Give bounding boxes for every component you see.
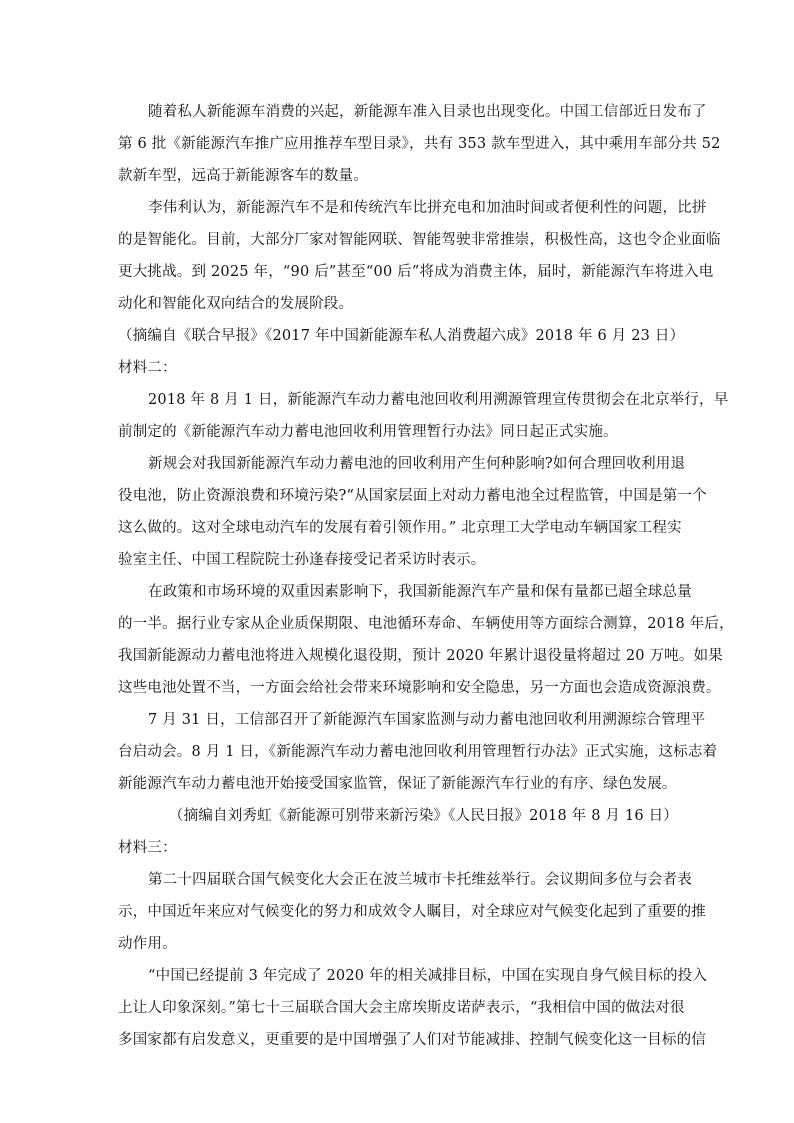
paragraph-5-line-1: 在政策和市场环境的双重因素影响下，我国新能源汽车产量和保有量都已超全球总量 <box>148 584 692 600</box>
paragraph-7-line-3: 动作用。 <box>118 936 177 952</box>
paragraph-1-line-1: 随着私人新能源车消费的兴起，新能源车准入目录也出现变化。中国工信部近日发布了 <box>148 104 707 120</box>
paragraph-6-line-1: 7 月 31 日，工信部召开了新能源汽车国家监测与动力蓄电池回收利用溯源综合管理平 <box>148 712 706 728</box>
paragraph-1-line-2: 第 6 批《新能源汽车推广应用推荐车型目录》，共有 353 款车型进入，其中乘用车部分共 52 <box>118 136 721 152</box>
paragraph-6-line-2: 台启动会。8 月 1 日，《新能源汽车动力蓄电池回收利用管理暂行办法》正式实施，这标志着 <box>118 744 718 760</box>
paragraph-4-line-4: 验室主任、中国工程院院士孙逢春接受记者采访时表示。 <box>118 552 486 568</box>
paragraph-3-line-2: 前制定的《新能源汽车动力蓄电池回收利用管理暂行办法》同日起正式实施。 <box>118 424 618 440</box>
section-heading-material-2: 材料二： <box>118 360 177 376</box>
paragraph-2-line-3: 更大挑战。到 2025 年，“90 后”甚至“00 后”将成为消费主体，届时，新能源汽车将进入电 <box>118 264 714 280</box>
paragraph-4-line-3: 这么做的。这对全球电动汽车的发展有着引领作用。” 北京理工大学电动车辆国家工程实 <box>118 520 682 536</box>
paragraph-8-line-2: 上让人印象深刻。”第七十三届联合国大会主席埃斯皮诺萨表示，“我相信中国的做法对很 <box>118 1000 685 1016</box>
paragraph-7-line-1: 第二十四届联合国气候变化大会正在波兰城市卡托维兹举行。会议期间多位与会者表 <box>148 872 692 888</box>
source-citation-2: （摘编自刘秀虹《新能源可别带来新污染》《人民日报》2018 年 8 月 16 日） <box>168 808 678 824</box>
paragraph-2-line-1: 李伟利认为，新能源汽车不是和传统汽车比拼充电和加油时间或者便利性的问题，比拼 <box>148 200 707 216</box>
paragraph-8-line-1: “中国已经提前 3 年完成了 2020 年的相关减排目标，中国在实现自身气候目标的投入 <box>148 968 708 984</box>
paragraph-3-line-1: 2018 年 8 月 1 日，新能源汽车动力蓄电池回收利用溯源管理宣传贯彻会在北京举行，早 <box>148 392 729 408</box>
paragraph-5-line-2: 的一半。据行业专家从企业质保期限、电池循环寿命、车辆使用等方面综合测算，2018 年后， <box>118 616 734 632</box>
paragraph-7-line-2: 示，中国近年来应对气候变化的努力和成效令人瞩目，对全球应对气候变化起到了重要的推 <box>118 904 706 920</box>
paragraph-5-line-4: 这些电池处置不当，一方面会给社会带来环境影响和安全隐患，另一方面也会造成资源浪费。 <box>118 680 721 696</box>
paragraph-8-line-3: 多国家都有启发意义，更重要的是中国增强了人们对节能减排、控制气候变化这一目标的信 <box>118 1032 706 1048</box>
paragraph-1-line-3: 款新车型，远高于新能源客车的数量。 <box>118 168 368 184</box>
paragraph-2-line-2: 的是智能化。目前，大部分厂家对智能网联、智能驾驶非常推崇，积极性高，这也令企业面临 <box>118 232 721 248</box>
paragraph-2-line-4: 动化和智能化双向结合的发展阶段。 <box>118 296 354 312</box>
paragraph-6-line-3: 新能源汽车动力蓄电池开始接受国家监管，保证了新能源汽车行业的有序、绿色发展。 <box>118 776 677 792</box>
section-heading-material-3: 材料三： <box>118 840 177 856</box>
paragraph-4-line-2: 役电池，防止资源浪费和环境污染?“从国家层面上对动力蓄电池全过程监管，中国是第一个 <box>118 488 707 504</box>
paragraph-5-line-3: 我国新能源动力蓄电池将进入规模化退役期，预计 2020 年累计退役量将超过 20 万吨。如果 <box>118 648 723 664</box>
source-citation-1: （摘编自《联合早报》《2017 年中国新能源车私人消费超六成》2018 年 6 月 23 日） <box>118 328 685 344</box>
paragraph-4-line-1: 新规会对我国新能源汽车动力蓄电池的回收利用产生何种影响?如何合理回收利用退 <box>148 456 686 472</box>
